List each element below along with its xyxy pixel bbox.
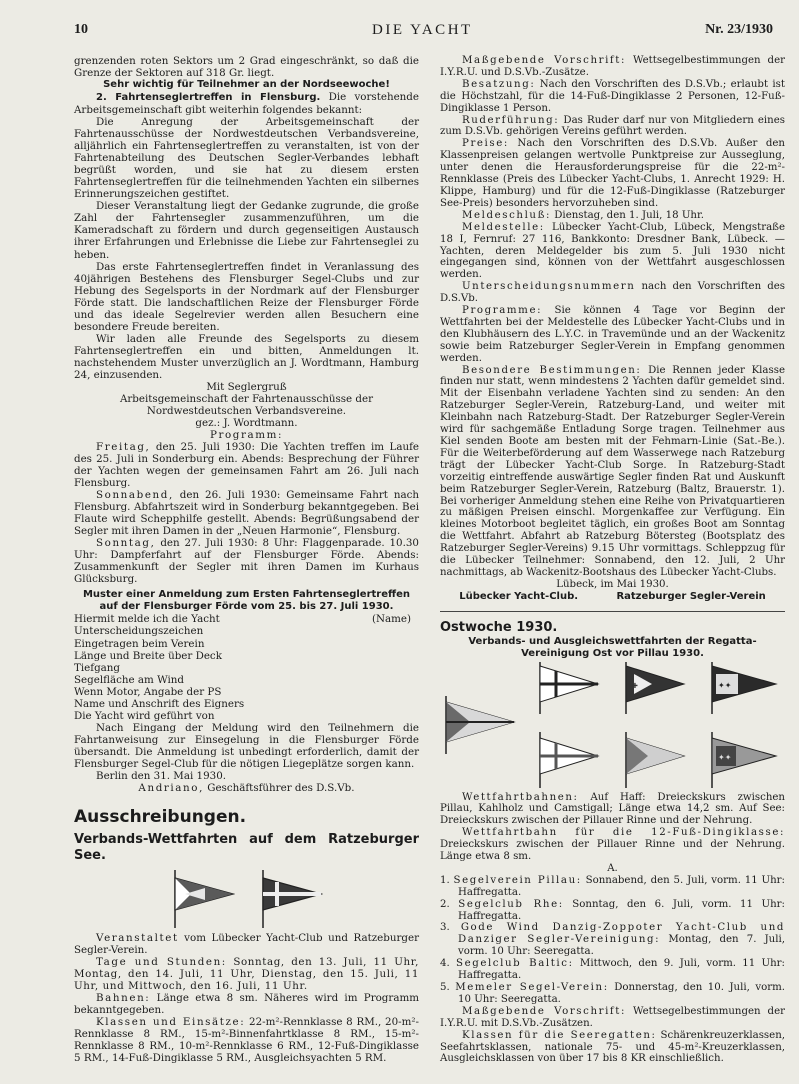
item-text: den 25. Juli 1930: Die Yachten treffen im Laufe des 25. Juli in Sonderburg ein. Abends: Besprechung der Führer der Yachten wegen der gemeinsamen Fahrt am 26. Juli nach Flensburg. <box>74 441 419 490</box>
label: Programme: <box>462 305 543 317</box>
label: Bahnen: <box>96 992 151 1005</box>
item-text: Sonnabend, den 5. Juli, vorm. 11 Uhr: Haffregatta. <box>458 874 785 898</box>
zoppot-club-flag <box>536 730 602 790</box>
paragraph <box>440 1006 785 1030</box>
text: Lübecker Yacht-Club, Lübeck, Mengstraße 18 I, Fernruf: 27 116, Bankkonto: Dresdner Bank, Lübeck. — Yachten, deren Meldegelder bis zum 5. Juli 1930 nicht eingegangen sind, können von der Wettfahrt ausgeschlossen werden. <box>440 221 785 281</box>
club-flags <box>74 864 419 932</box>
subsection-letter: A. <box>607 862 618 874</box>
paragraph <box>440 827 785 863</box>
luebecker-yacht-club-flag <box>171 866 235 930</box>
paragraph: Nach Eingang der Meldung wird den Teilnehmern die Fahrtanweisung zur Einsegelung in die Flensburger Förde übersandt. Die Anmeldung ist unbedingt erforderlich, damit der Flensburger Segel-Club für die nötigen Liegeplätze sorgen kann. <box>74 721 419 770</box>
signature-role: Geschäftsführer des D.S.Vb. <box>203 781 355 794</box>
date-line: Berlin den 31. Mai 1930. <box>96 769 227 782</box>
list-item <box>440 899 785 923</box>
regatta-list <box>440 875 785 1006</box>
item-text: den 26. Juli 1930: Gemeinsame Fahrt nach Flensburg. Abfahrtszeit wird in Sonderburg bekanntgegeben. Bei Flaute wird Schepphilfe gestellt. Abends: Begrüßungsabend der Segler mit ihren Damen in der „Neuen Harmonie“, Flensburg. <box>74 489 419 538</box>
paragraph <box>74 956 419 992</box>
left-column <box>74 55 419 1064</box>
club-name: Memeler Segel-Verein: <box>455 982 609 993</box>
text: Wettsegelbestimmungen der I.Y.R.U. mit D.S.Vb.-Zusätzen. <box>440 1005 785 1029</box>
paragraph <box>440 138 785 209</box>
page-number: 10 <box>74 22 88 37</box>
text: Die Rennen jeder Klasse finden nur statt, wenn mindestens 2 Yachten dafür gemeldet sind. Mit der Eisenbahn verladene Yachten sind zu senden: An den Ratzeburger Segler-Verein, Ratzeburg-Land, und weiter mit Kleinbahn nach Ratzeburg-Stadt. Der Ratzeburger Segler-Verein wird für sachgemäße Entladung Sorge tragen. Teilnehmer aus Kiel senden Boote am besten mit der Fehmarn-Linie (Sat.-Be.). Für die Weiterbeförderung auf dem Wasserwege nach Ratzeburg trägt der Lübecker Yacht-Club Sorge. In Ratzeburg-Stadt vorzeitig eintreffende auswärtige Segler finden Rat und Auskunft beim Ratzeburger Segler-Verein, Ratzeburg (Baltz, Brauerstr. 1). Bei vorheriger Anmeldung stehen eine Reihe von Privatquartieren zu mäßigen Preisen einschl. Morgenkaffee zur Verfügung. Ein kleines Motorboot begleitet täglich, ein großes Boot am Sonntag die Wettfahrt. Abfahrt ab Ratzeburg Bötersteg (Bootsplatz des Ratzeburger Segler-Vereins) 9.15 Uhr vormittags. Schleppzug für die Lübecker Teilnehmer: Sonnabend, den 12. Juli, 2 Uhr nachmittags, ab Wackenitz-Bootshaus des Lübecker Yacht-Clubs. <box>440 364 785 578</box>
text: Schärenkreuzerklassen, Seefahrtsklassen, nationale 75- und 45-m²-Kreuzerklassen, Ausgleichsklassen von über 17 bis 8 KR einschließlich. <box>440 1029 785 1065</box>
label: Klassen und Einsätze: <box>96 1016 246 1029</box>
paragraph: Das erste Fahrtenseglertreffen findet in Veranlassung des 40jährigen Bestehens des Flensburger Segel-Clubs und zur Hebung des Segelsports in der Nordmark auf der Flensburger Förde statt. Die landschaftlichen Reize der Flensburger Förde und das ideale Segelrevier werden allen Besuchern eine besondere Freude bereiten. <box>74 260 419 333</box>
signature <box>74 782 419 794</box>
club-name: Gode Wind Danzig-Zoppoter Yacht-Club und Danziger Segler-Vereinigung: <box>458 922 785 946</box>
section-heading: 2. Fahrtenseglertreffen in Flensburg. <box>96 92 321 104</box>
text: Länge etwa 8 sm. Näheres wird im Programm bekanntgegeben. <box>74 992 419 1017</box>
form-heading: Muster einer Anmeldung zum Ersten Fahrtenseglertreffen auf der Flensburger Förde vom 25. bis 27. Juli 1930. <box>82 589 411 613</box>
label: Besatzung: <box>462 78 536 90</box>
rhe-club-flag <box>536 660 602 716</box>
text: vom Lübecker Yacht-Club und Ratzeburger Segler-Verein. <box>74 931 419 956</box>
paragraph <box>440 1030 785 1066</box>
issue-number: Nr. 23/1930 <box>705 22 773 37</box>
club-name: Segelclub Rhe: <box>458 898 564 910</box>
text: Sie können 4 Tage vor Beginn der Wettfahrten bei der Meldestelle des Lübecker Yacht-Clubs und in den Klubhäusern des L.Y.C. in Travemünde und an der Wackenitz sowie beim Ratzeburger Segler-Verein in Empfang genommen werden. <box>440 305 785 364</box>
memel-club-flag <box>708 730 780 790</box>
text: Nach den Vorschriften des D.S.Vb. Außer den Klassenpreisen gelangen wertvolle Punktpreise zur Ausseglung, unter denen die Herausforderungspreise für die 22-m²-Rennklasse (Preis des Lübecker Yacht-Clubs, 1. Anrecht 1929: H. Klippe, Hamburg) und für die 12-Fuß-Dingiklasse (Ratzeburger See-Preis) besonders hervorzuheben sind. <box>440 138 785 209</box>
list-item <box>440 875 785 899</box>
text: Dienstag, den 1. Juli, 18 Uhr. <box>551 209 704 221</box>
text: Dreieckskurs zwischen der Pillauer Rinne und der Nehrung. Länge etwa 8 sm. <box>440 839 785 863</box>
regatta-title: Verbands-Wettfahrten auf dem Ratzeburger See. <box>74 831 419 863</box>
ratzeburger-segler-verein-flag <box>259 866 323 930</box>
item-text: den 27. Juli 1930: 8 Uhr: Flaggenparade. 10.30 Uhr: Dampferfahrt auf der Flensburger Förde. Abends: Zusammenkunft der Segler mit ihren Damen im Kurhaus Glücksburg. <box>74 537 419 586</box>
item-number: 1. <box>440 874 454 886</box>
paragraph <box>440 792 785 828</box>
item-text: Mittwoch, den 9. Juli, vorm. 11 Uhr: Haffregatta. <box>458 958 785 982</box>
label: Wettfahrtbahn für die 12-Fuß-Dingiklasse: <box>462 827 785 839</box>
signature-club: Ratzeburger Segler-Verein <box>616 590 766 602</box>
label: Wettfahrtbahnen: <box>462 791 579 803</box>
label: Maßgebende Vorschrift: <box>462 55 627 66</box>
label: Meldestelle: <box>462 221 545 233</box>
paragraph <box>74 932 419 956</box>
list-item <box>440 958 785 982</box>
label: Maßgebende Vorschrift: <box>462 1005 627 1017</box>
paragraph <box>440 210 785 222</box>
right-column <box>440 55 785 1065</box>
label: Ruderführung: <box>462 114 560 126</box>
section-title: Ostwoche 1930. <box>440 619 558 635</box>
text: Wettsegelbestimmungen der I.Y.R.U. und D.S.Vb.-Zusätze. <box>440 55 785 78</box>
signature-name: Andriano, <box>138 781 204 794</box>
form-line <box>74 613 419 625</box>
paragraph <box>440 222 785 282</box>
paragraph <box>440 281 785 305</box>
regatta-club-flags <box>440 660 785 792</box>
label: Unterscheidungsnummern <box>462 281 636 293</box>
text: Nach den Vorschriften des D.S.Vb.; erlaubt ist die Höchstzahl, für die 14-Fuß-Dingiklasse 2 Personen, 12-Fuß-Dingiklasse 1 Person. <box>440 78 785 114</box>
day-label: Sonnabend, <box>96 489 174 502</box>
form-name-label: (Name) <box>371 613 411 626</box>
label: Meldeschluß: <box>462 209 552 221</box>
danziger-club-flag <box>622 730 688 790</box>
baltic-club-flag <box>708 660 780 716</box>
paragraph: Die Anregung der Arbeitsgemeinschaft der Fahrtenausschüsse der Nordwestdeutschen Verbandsvereine, alljährlich ein Fahrtenseglertreffen zu veranstalten, ist von der Fahrtenabteilung des Deutschen Segler-Verbandes lebhaft begrüßt worden, und sie hat zu diesem ersten Fahrtenseglertreffen für die teilnehmenden Yachten ein silbernes Erinnerungszeichen gestiftet. <box>74 116 419 201</box>
program-heading: Programm: <box>209 428 284 441</box>
program-item <box>74 489 419 537</box>
signature-club: Lübecker Yacht-Club. <box>459 590 579 602</box>
paragraph <box>74 91 419 116</box>
label: Veranstaltet <box>96 931 179 944</box>
paragraph: Dieser Veranstaltung liegt der Gedanke zugrunde, die große Zahl der Fahrtensegler zusammenzuführen, um die Kameradschaft zu fördern und durch gegenseitigen Austausch ihrer Erfahrungen und Erlebnisse die Liebe zur Fahrtenseglei zu heben. <box>74 200 419 261</box>
paragraph <box>74 992 419 1016</box>
program-item <box>74 441 419 489</box>
gode-wind-club-flag <box>622 660 688 716</box>
signatures <box>440 591 785 603</box>
paragraph: grenzenden roten Sektors um 2 Grad eingeschränkt, so daß die Grenze der Sektoren auf 318 Gr. liegt. <box>74 55 419 80</box>
paragraph <box>440 55 785 79</box>
form-line: Die Yacht wird geführt von <box>74 709 215 722</box>
text: Auf Haff: Dreieckskurs zwischen Pillau, Kahlholz und Camstigall; Länge etwa 14,2 sm. Auf See: Dreieckskurs zwischen der Pillauer Rinne und der Nehrung. <box>440 791 785 827</box>
form-line: Unterscheidungszeichen <box>74 625 204 638</box>
form-line: Länge und Breite über Deck <box>74 649 222 662</box>
item-number: 4. <box>440 958 456 970</box>
greeting: Mit Seglergruß <box>206 380 287 393</box>
label: Tage und Stunden: <box>96 955 227 968</box>
text: 22-m²-Rennklasse 8 RM., 20-m²-Rennklasse 8 RM., 15-m²-Binnenfahrtklasse 8 RM., 15-m²-Rennklasse 8 RM., 10-m²-Rennklasse 6 RM., 12-Fuß-Dingiklasse 5 RM., 14-Fuß-Dingiklasse 5 RM., Ausgleichsyachten 5 RM. <box>74 1016 419 1065</box>
label: Preise: <box>462 138 509 150</box>
day-label: Freitag, <box>96 441 151 453</box>
club-name: Segelverein Pillau: <box>453 874 582 886</box>
section-title: Ausschreibungen. <box>74 806 247 827</box>
pillau-club-flag <box>442 694 518 756</box>
section-subtitle: Verbands- und Ausgleichswettfahrten der Regatta-Vereinigung Ost vor Pillau 1930. <box>468 635 757 659</box>
label: Besondere Bestimmungen: <box>462 364 642 376</box>
form-line: Tiefgang <box>74 661 121 674</box>
paragraph <box>440 79 785 115</box>
paragraph-text: Die vorstehende Arbeitsgemeinschaft gibt weiterhin folgendes bekannt: <box>74 91 419 117</box>
form-line: Name und Anschrift des Eigners <box>74 697 245 710</box>
label: Klassen für die Seeregatten: <box>462 1029 657 1041</box>
paragraph <box>440 115 785 139</box>
place-date: Lübeck, im Mai 1930. <box>556 578 669 590</box>
club-name: Segelclub Baltic: <box>455 958 574 970</box>
item-text: Montag, den 7. Juli, vorm. 10 Uhr: Seeregatta. <box>458 934 785 958</box>
paragraph <box>440 305 785 365</box>
form-line: Segelfläche am Wind <box>74 673 184 686</box>
running-title: DIE YACHT <box>372 22 473 38</box>
svg-text:✦✦: ✦✦ <box>718 680 732 690</box>
item-number: 2. <box>440 898 459 910</box>
day-label: Sonntag, <box>96 537 156 550</box>
list-item <box>440 982 785 1006</box>
item-text: Sonntag, den 6. Juli, vorm. 11 Uhr: Haffregatta. <box>458 898 785 922</box>
item-text: Donnerstag, den 10. Juli, vorm. 10 Uhr: Seeregatta. <box>458 982 786 1005</box>
text: Das Ruder darf nur von Mitgliedern eines zum D.S.Vb. gehörigen Vereins geführt werden. <box>440 114 785 138</box>
signature-org: Arbeitsgemeinschaft der Fahrtenausschüsse der Nordwestdeutschen Verbandsvereine. <box>119 392 374 417</box>
item-number: 3. <box>440 922 461 934</box>
signature-name: gez.: J. Wordtmann. <box>195 416 298 429</box>
text: nach den Vorschriften des D.S.Vb. <box>440 281 785 305</box>
form-line: Wenn Motor, Angabe der PS <box>74 685 222 698</box>
text: Sonntag, den 13. Juli, 11 Uhr, Montag, den 14. Juli, 11 Uhr, Dienstag, den 15. Juli, 11 Uhr, und Mittwoch, den 16. Juli, 11 Uhr. <box>74 955 420 993</box>
form-label: Hiermit melde ich die Yacht <box>74 613 220 626</box>
notice-heading: Sehr wichtig für Teilnehmer an der Nordseewoche! <box>103 79 390 91</box>
svg-text:✚: ✚ <box>632 681 638 690</box>
form-line: Eingetragen beim Verein <box>74 637 205 650</box>
svg-text:✦✦: ✦✦ <box>718 752 732 762</box>
program-item <box>74 537 419 585</box>
item-number: 5. <box>440 982 456 993</box>
paragraph: Wir laden alle Freunde des Segelsports zu diesem Fahrtenseglertreffen ein und bitten, Anmeldungen lt. nachstehendem Muster unverzüglich an J. Wordtmann, Hamburg 24, einzusenden. <box>74 332 419 381</box>
paragraph <box>74 1016 419 1064</box>
list-item <box>440 922 785 958</box>
paragraph <box>440 365 785 579</box>
